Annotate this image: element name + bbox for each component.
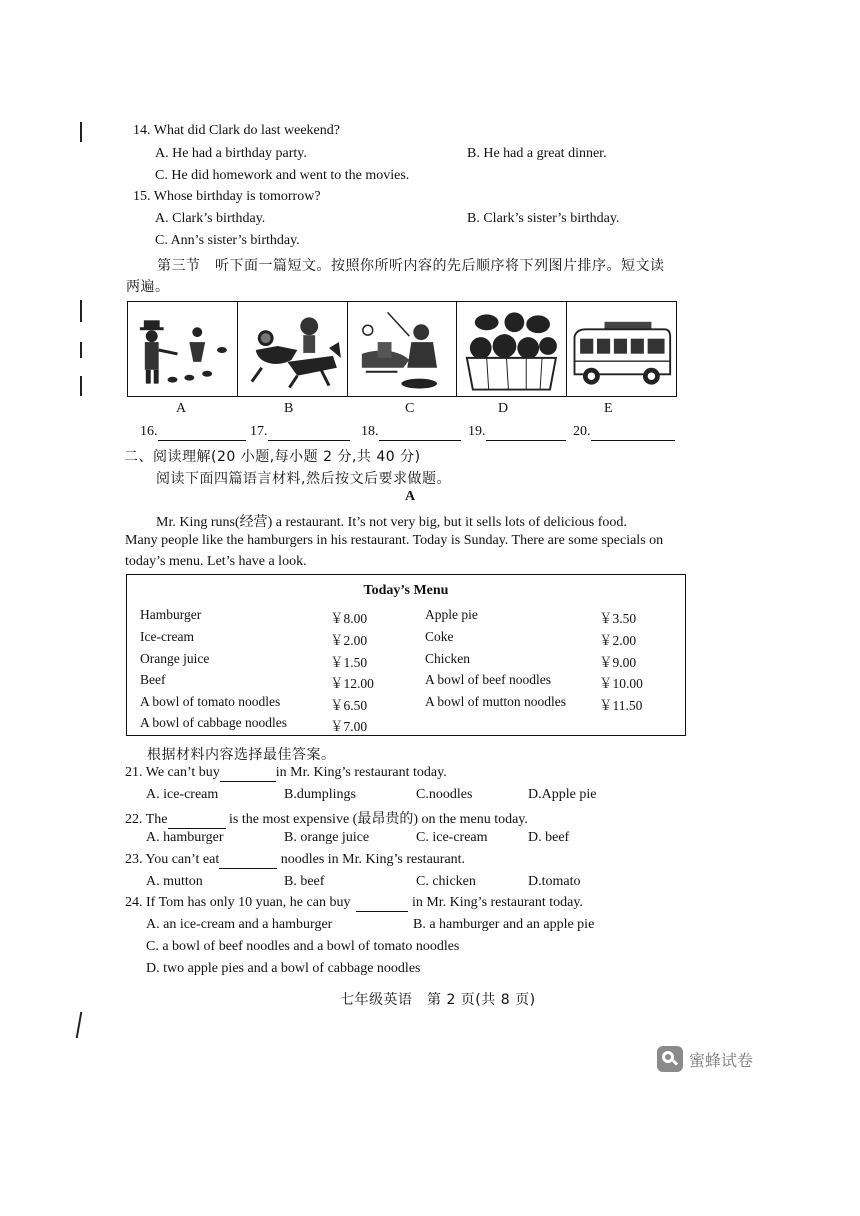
margin-mark (80, 122, 82, 142)
picture-label-b: B (284, 401, 294, 416)
q23-option-a: A. mutton (146, 874, 203, 889)
menu-item: A bowl of mutton noodles (425, 694, 566, 709)
answer-blank-19-number: 19. (468, 424, 486, 439)
boy-riding-horse-illustration (238, 302, 347, 396)
answer-blank-18[interactable] (361, 424, 461, 441)
menu-price: ￥11.50 (599, 698, 643, 713)
passage-line-1: Mr. King runs(经营) a restaurant. It’s not very big, but it sells lots of delicious food. (156, 515, 627, 530)
girl-fishing-by-pond-illustration (348, 302, 457, 396)
q15-option-c: C. Ann’s sister’s birthday. (155, 233, 300, 248)
answer-blank-19[interactable] (468, 424, 566, 441)
menu-price: ￥9.00 (599, 655, 637, 670)
q22-stem-start: 22. The (125, 812, 168, 827)
farmer-feeding-chickens-illustration (128, 302, 237, 396)
picture-e (567, 302, 676, 396)
q21-option-a: A. ice-cream (146, 787, 219, 802)
menu-price: ￥10.00 (599, 676, 643, 691)
menu-price: ￥3.50 (599, 611, 637, 626)
q23-option-d: D.tomato (528, 874, 581, 889)
q22-option-b: B. orange juice (284, 830, 370, 845)
q23-stem-start: 23. You can’t eat (125, 852, 220, 867)
passage-line-3: today’s menu. Let’s have a look. (125, 554, 307, 569)
menu-item: Coke (425, 629, 454, 644)
q24-option-c: C. a bowl of beef noodles and a bowl of tomato noodles (146, 939, 460, 954)
menu-item: Hamburger (140, 607, 202, 622)
menu-item: A bowl of beef noodles (425, 672, 551, 687)
answer-blank-18-number: 18. (361, 424, 379, 439)
answer-line (486, 424, 566, 441)
watermark-text: 蜜蜂试卷 (689, 1050, 754, 1070)
answer-line (268, 424, 350, 441)
question-22 (125, 808, 528, 829)
menu-item: A bowl of tomato noodles (140, 694, 281, 709)
q14-option-b: B. He had a great dinner. (467, 146, 607, 161)
passage-line-2: Many people like the hamburgers in his restaurant. Today is Sunday. There are some specials on (125, 533, 664, 548)
q24-stem-start: 24. If Tom has only 10 yuan, he can buy (125, 895, 351, 910)
basket-of-vegetables-illustration (457, 302, 566, 396)
menu-item: Orange juice (140, 651, 210, 666)
q14-option-c: C. He did homework and went to the movies. (155, 168, 410, 183)
menu-item: Beef (140, 672, 166, 687)
q15-option-b: B. Clark’s sister’s birthday. (467, 211, 620, 226)
margin-mark (80, 300, 82, 322)
answer-line (379, 424, 461, 441)
answer-line[interactable] (220, 765, 276, 782)
answer-line (591, 424, 675, 441)
answer-line[interactable] (356, 895, 408, 912)
q22-option-c: C. ice-cream (416, 830, 488, 845)
picture-label-c: C (405, 401, 415, 416)
q21-option-b: B.dumplings (284, 787, 356, 802)
q22-option-a: A. hamburger (146, 830, 224, 845)
todays-menu-table (126, 574, 686, 736)
menu-price: ￥8.00 (330, 611, 368, 626)
q24-stem-end: in Mr. King’s restaurant today. (408, 895, 583, 910)
menu-price: ￥6.50 (330, 698, 368, 713)
picture-label-a: A (176, 401, 187, 416)
menu-item: A bowl of cabbage noodles (140, 715, 287, 730)
margin-mark (76, 1012, 82, 1038)
menu-item: Chicken (425, 651, 470, 666)
q23-stem-end: noodles in Mr. King’s restaurant. (277, 852, 466, 867)
menu-price: ￥2.00 (599, 633, 637, 648)
question-15: 15. Whose birthday is tomorrow? (133, 189, 321, 204)
q24-option-a: A. an ice-cream and a hamburger (146, 917, 333, 932)
q23-option-c: C. chicken (416, 874, 476, 889)
q23-option-b: B. beef (284, 874, 325, 889)
q21-stem-end: in Mr. King’s restaurant today. (275, 765, 447, 780)
answer-blank-20-number: 20. (573, 424, 591, 439)
q21-option-d: D.Apple pie (528, 787, 597, 802)
menu-price: ￥12.00 (330, 676, 374, 691)
q22-stem-end: is the most expensive (最昂贵的) on the menu today. (225, 812, 528, 827)
choose-instruction: 根据材料内容选择最佳答案。 (147, 747, 336, 763)
question-23 (125, 852, 465, 869)
q15-option-a: A. Clark’s birthday. (155, 211, 266, 226)
picture-row (127, 301, 677, 397)
answer-blank-16[interactable] (140, 424, 246, 441)
part-2-instruction: 阅读下面四篇语言材料,然后按文后要求做题。 (156, 471, 451, 487)
passage-letter: A (405, 489, 416, 504)
q14-option-a: A. He had a birthday party. (155, 146, 307, 161)
answer-line (158, 424, 246, 441)
menu-price: ￥7.00 (330, 719, 368, 734)
section-3-instruction-cont: 两遍。 (126, 279, 170, 295)
q21-stem-start: 21. We can’t buy (125, 765, 220, 780)
answer-blank-17[interactable] (250, 424, 350, 441)
menu-item: Apple pie (425, 607, 478, 622)
answer-line[interactable] (219, 852, 277, 869)
picture-label-d: D (498, 401, 509, 416)
answer-blank-20[interactable] (573, 424, 675, 441)
question-24 (125, 895, 583, 912)
menu-title: Today’s Menu (363, 583, 449, 598)
picture-c (348, 302, 458, 396)
answer-blank-16-number: 16. (140, 424, 158, 439)
part-2-heading: 二、阅读理解(20 小题,每小题 2 分,共 40 分) (124, 449, 421, 465)
picture-a (128, 302, 238, 396)
q22-option-d: D. beef (528, 830, 570, 845)
bus-illustration (567, 302, 676, 396)
picture-d (457, 302, 567, 396)
page-footer: 七年级英语 第 2 页(共 8 页) (340, 992, 536, 1008)
answer-blank-17-number: 17. (250, 424, 268, 439)
menu-price: ￥1.50 (330, 655, 368, 670)
picture-b (238, 302, 348, 396)
q21-option-c: C.noodles (416, 787, 473, 802)
q24-option-b: B. a hamburger and an apple pie (413, 917, 595, 932)
section-3-instruction: 第三节 听下面一篇短文。按照你所听内容的先后顺序将下列图片排序。短文读 (157, 258, 665, 274)
margin-mark (80, 342, 82, 358)
q24-option-d: D. two apple pies and a bowl of cabbage noodles (146, 961, 421, 976)
menu-price: ￥2.00 (330, 633, 368, 648)
answer-line[interactable] (168, 812, 226, 829)
menu-item: Ice-cream (140, 629, 194, 644)
search-logo-icon (657, 1046, 683, 1072)
question-21 (125, 765, 447, 782)
picture-label-e: E (604, 401, 613, 416)
watermark (657, 1046, 753, 1072)
question-14: 14. What did Clark do last weekend? (133, 123, 340, 138)
margin-mark (80, 376, 82, 396)
